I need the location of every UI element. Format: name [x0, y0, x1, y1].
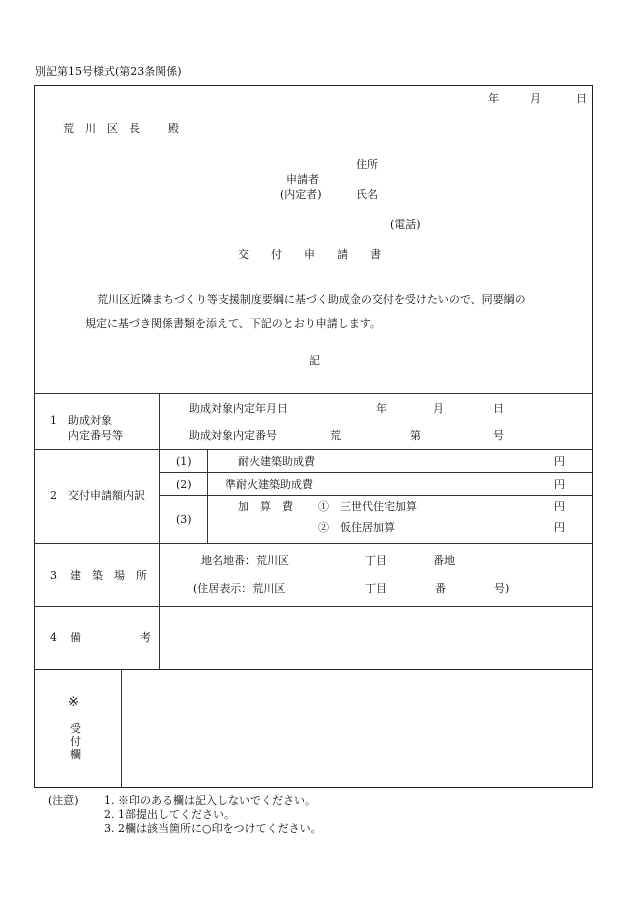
- row2-sub1-text: 耐火建築助成費: [238, 455, 315, 468]
- row2-sub3-number: (3): [176, 513, 192, 526]
- document-title: 交 付 申 請 書: [238, 248, 381, 261]
- form-label: 別記第15号様式(第23条関係): [35, 65, 182, 78]
- row2-sub-line1: [160, 472, 593, 473]
- row2-sub1-yen: 円: [554, 455, 565, 468]
- receipt-top-line: [34, 669, 593, 670]
- note-3: 3. 2欄は該当箇所に○印をつけてください。: [104, 822, 322, 835]
- row2-sub2-yen: 円: [554, 478, 565, 491]
- row3-label-number: 3: [50, 569, 57, 582]
- note-2: 2. 1部提出してください。: [104, 808, 235, 821]
- row3-line1-banchi: 番地: [433, 554, 455, 567]
- applicant-label: 申請者: [286, 173, 319, 186]
- row3-line2-label: (住居表示：荒川区: [193, 582, 286, 595]
- receipt-mark: ※: [68, 695, 79, 710]
- receipt-char-3: 欄: [70, 748, 81, 761]
- receipt-char-2: 付: [70, 735, 81, 748]
- row4-top-line: [34, 606, 593, 607]
- date-day-label: 日: [576, 92, 587, 105]
- body-text-line1: 荒川区近隣まちづくり等支援制度要綱に基づく助成金の交付を受けたいので、同要綱の: [97, 293, 526, 306]
- row4-label-ko: 考: [140, 631, 151, 644]
- row2-label: 2 交付申請額内訳: [50, 489, 145, 502]
- label-column-line: [159, 393, 160, 669]
- row1-label-line2: 内定番号等: [68, 429, 123, 442]
- subnum-column-line: [207, 449, 208, 543]
- ki-label: 記: [309, 354, 320, 367]
- row2-kasan1: ① 三世代住宅加算: [318, 500, 417, 513]
- date-year-label: 年: [488, 92, 499, 105]
- receipt-char-1: 受: [70, 722, 81, 735]
- row2-kasan1-yen: 円: [554, 500, 565, 513]
- row1-date-label: 助成対象内定年月日: [189, 402, 288, 415]
- row1-day: 日: [493, 402, 504, 415]
- row2-sub1-number: (1): [176, 455, 192, 468]
- row3-label-text: 建 築 場 所: [70, 569, 147, 582]
- applicant-sub-label: (内定者): [280, 188, 322, 201]
- row1-month: 月: [433, 402, 444, 415]
- body-text-line2: 規定に基づき関係書類を添えて、下記のとおり申請します。: [85, 317, 381, 330]
- row1-year: 年: [376, 402, 387, 415]
- date-month-label: 月: [530, 92, 541, 105]
- notes-heading: (注意): [48, 794, 79, 807]
- row3-line1-label: 地名地番：荒川区: [201, 554, 289, 567]
- addressee-honorific: 殿: [168, 122, 179, 135]
- row2-kasan2-yen: 円: [554, 521, 565, 534]
- row2-sub2-text: 準耐火建築助成費: [225, 478, 313, 491]
- name-label: 氏名: [356, 188, 378, 201]
- row1-label-line1: 1 助成対象: [50, 414, 112, 427]
- row2-sub2-number: (2): [176, 478, 192, 491]
- row3-line2-go: 号): [494, 582, 510, 595]
- address-label: 住所: [356, 158, 378, 171]
- row1-top-line: [34, 393, 593, 394]
- row2-sub-line2: [160, 495, 593, 496]
- addressee-title: 荒 川 区 長: [63, 122, 140, 135]
- row2-kasan2: ② 仮住居加算: [318, 521, 395, 534]
- row4-label-bi: 備: [70, 631, 81, 644]
- row3-line2-ban: 番: [435, 582, 446, 595]
- phone-label: (電話): [390, 218, 421, 231]
- row1-go: 号: [493, 429, 504, 442]
- row1-ara: 荒: [330, 429, 341, 442]
- receipt-column-line: [121, 669, 122, 788]
- row2-kasan-label: 加 算 費: [238, 500, 293, 513]
- row3-top-line: [34, 543, 593, 544]
- row4-label-number: 4: [50, 631, 57, 644]
- note-1: 1. ※印のある欄は記入しないでください。: [104, 794, 316, 807]
- row3-line1-chome: 丁目: [365, 554, 387, 567]
- row2-top-line: [34, 449, 593, 450]
- row3-line2-chome: 丁目: [365, 582, 387, 595]
- row1-number-label: 助成対象内定番号: [189, 429, 277, 442]
- row1-dai: 第: [410, 429, 421, 442]
